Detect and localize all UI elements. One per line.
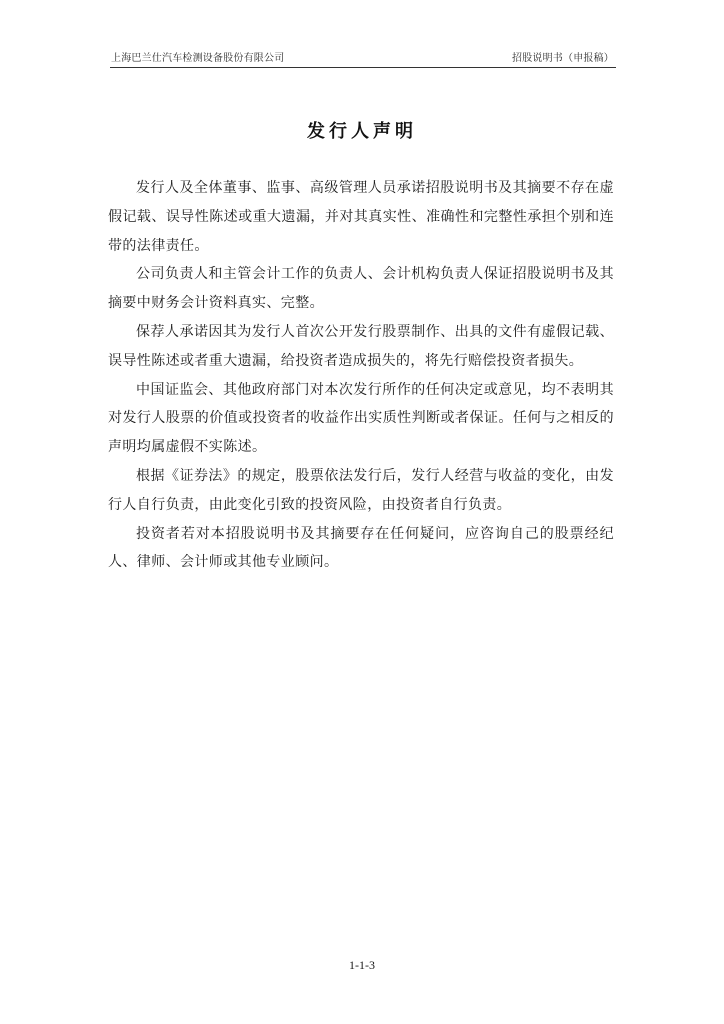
paragraph-investor-advice: 投资者若对本招股说明书及其摘要存在任何疑问，应咨询自己的股票经纪人、律师、会计师或其他专业顾问。 bbox=[108, 525, 614, 571]
paragraph-sponsor-commitment: 保荐人承诺因其为发行人首次公开发行股票制作、出具的文件有虚假记载、 误导性陈述或者重大遗漏，给投资者造成损失的，将先行赔偿投资者损失。 bbox=[108, 323, 614, 369]
header-company-name: 上海巴兰仕汽车检测设备股份有限公司 bbox=[111, 53, 285, 64]
statement-body bbox=[108, 174, 614, 577]
header-document-type: 招股说明书（申报稿） bbox=[512, 53, 614, 64]
paragraph-securities-law: 根据《证券法》的规定，股票依法发行后，发行人经营与收益的变化，由发行人自行负责，由此变化引致的投资风险，由投资者自行负责。 bbox=[108, 467, 614, 513]
paragraph-directors-commitment: 发行人及全体董事、监事、高级管理人员承诺招股说明书及其摘要不存在虚假记载、误导性陈述或重大遗漏，并对其真实性、准确性和完整性承担个别和连带的法律责任。 bbox=[108, 180, 614, 254]
paragraph-csrc-disclaimer: 中国证监会、其他政府部门对本次发行所作的任何决定或意见，均不表明其对发行人股票的价值或投资者的收益作出实质性判断或者保证。任何与之相反的声明均属虚假不实陈述。 bbox=[108, 381, 614, 456]
header-divider bbox=[110, 67, 616, 68]
page-title: 发行人声明 bbox=[307, 121, 417, 142]
page-number: 1-1-3 bbox=[349, 958, 375, 972]
page-header bbox=[110, 51, 616, 67]
paragraph-financial-accuracy: 公司负责人和主管会计工作的负责人、会计机构负责人保证招股说明书及其摘要中财务会计资料真实、完整。 bbox=[108, 266, 614, 312]
